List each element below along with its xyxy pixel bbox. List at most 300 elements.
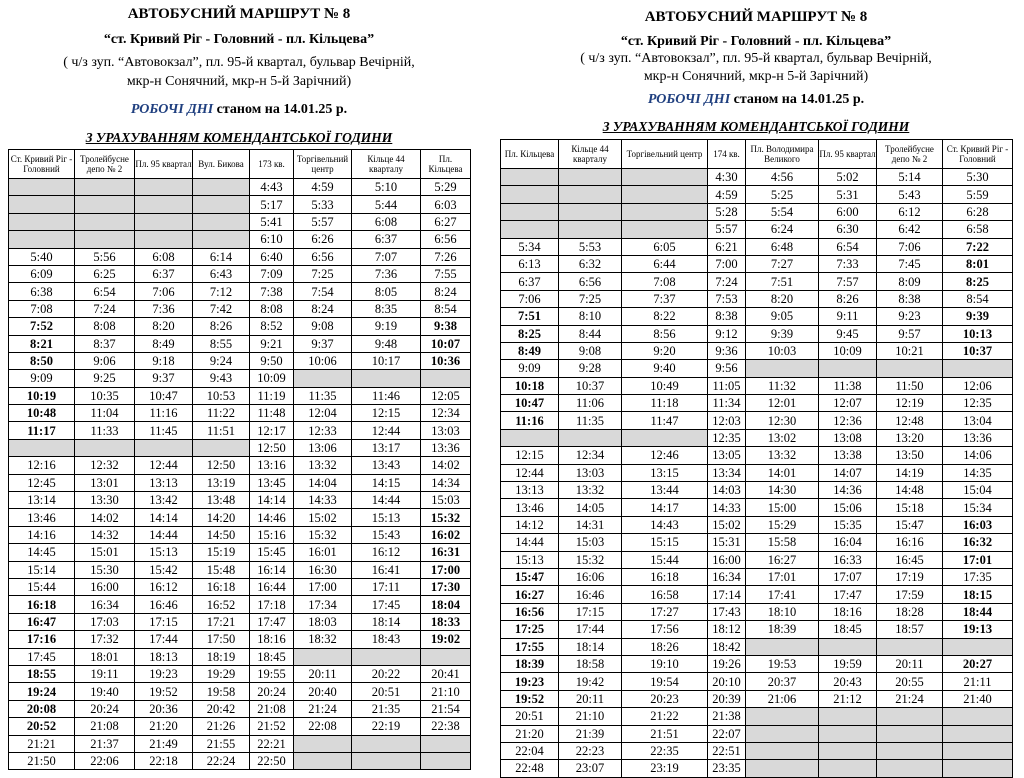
table-row <box>501 412 1013 429</box>
table-row <box>501 464 1013 481</box>
time-cell: 18:44 <box>943 603 1013 620</box>
time-cell <box>746 708 819 725</box>
time-cell: 16:56 <box>501 603 559 620</box>
time-cell: 5:14 <box>877 169 943 186</box>
time-cell: 7:00 <box>708 255 746 272</box>
time-cell: 9:09 <box>9 370 75 387</box>
time-cell: 14:02 <box>421 457 471 474</box>
time-cell: 23:35 <box>708 760 746 777</box>
time-cell: 20:39 <box>708 690 746 707</box>
time-cell: 17:11 <box>352 578 421 595</box>
time-cell: 15:47 <box>877 516 943 533</box>
table-row <box>501 534 1013 551</box>
time-cell: 16:32 <box>943 534 1013 551</box>
time-cell: 20:37 <box>746 673 819 690</box>
route-title: АВТОБУСНИЙ МАРШРУТ № 8 <box>644 9 868 25</box>
table-row <box>9 526 471 543</box>
time-cell: 7:36 <box>352 265 421 282</box>
table-row <box>501 377 1013 394</box>
time-cell <box>943 760 1013 777</box>
time-cell: 12:45 <box>9 474 75 491</box>
time-cell: 12:17 <box>250 422 294 439</box>
time-cell <box>9 439 75 456</box>
time-cell: 17:56 <box>622 621 708 638</box>
time-cell: 10:21 <box>877 342 943 359</box>
time-cell: 20:55 <box>877 673 943 690</box>
time-cell: 10:07 <box>421 335 471 352</box>
column-header: Торгівельний центр <box>622 140 708 169</box>
time-cell: 20:42 <box>193 700 250 717</box>
time-cell: 12:50 <box>250 439 294 456</box>
time-cell: 8:55 <box>193 335 250 352</box>
time-cell <box>559 429 622 446</box>
time-cell: 5:43 <box>877 186 943 203</box>
time-cell: 15:29 <box>746 516 819 533</box>
time-cell: 22:19 <box>352 718 421 735</box>
time-cell: 5:17 <box>250 196 294 213</box>
time-cell: 12:16 <box>9 457 75 474</box>
time-cell: 17:45 <box>352 596 421 613</box>
table-row <box>501 395 1013 412</box>
time-cell: 7:09 <box>250 265 294 282</box>
time-cell: 21:10 <box>421 683 471 700</box>
column-header: Ст. Кривий Ріг - Головний <box>9 150 75 179</box>
route-via-line2: мкр-н Сонячний, мкр-н 5-й Зарічний) <box>126 74 352 89</box>
column-header: Кільце 44 кварталу <box>352 150 421 179</box>
time-cell: 17:19 <box>877 568 943 585</box>
time-cell: 14:44 <box>135 526 193 543</box>
time-cell: 18:03 <box>294 613 352 630</box>
time-cell <box>421 648 471 665</box>
time-cell: 13:32 <box>294 457 352 474</box>
time-cell: 22:18 <box>135 752 193 769</box>
time-cell: 6:58 <box>943 221 1013 238</box>
time-cell: 20:40 <box>294 683 352 700</box>
time-cell <box>559 169 622 186</box>
time-cell: 16:47 <box>9 613 75 630</box>
time-cell: 18:39 <box>501 655 559 672</box>
time-cell: 12:50 <box>193 457 250 474</box>
table-row <box>501 586 1013 603</box>
time-cell: 15:04 <box>943 482 1013 499</box>
time-cell: 7:36 <box>135 300 193 317</box>
route-via-line1: ( ч/з зуп. “Автовокзал”, пл. 95-й квартал, бульвар Вечірній, <box>63 55 415 70</box>
time-cell: 11:50 <box>877 377 943 394</box>
as-of-date: станом на 14.01.25 р. <box>733 92 865 107</box>
table-row <box>9 439 471 456</box>
time-cell <box>421 752 471 769</box>
time-cell: 11:05 <box>708 377 746 394</box>
time-cell: 12:34 <box>421 405 471 422</box>
time-cell: 21:08 <box>250 700 294 717</box>
time-cell: 16:14 <box>250 561 294 578</box>
time-cell: 15:00 <box>746 499 819 516</box>
table-row <box>9 544 471 561</box>
time-cell: 10:09 <box>819 342 877 359</box>
time-cell: 8:26 <box>193 318 250 335</box>
time-cell: 13:01 <box>75 474 135 491</box>
time-cell: 7:06 <box>501 290 559 307</box>
time-cell <box>352 370 421 387</box>
time-cell: 15:30 <box>75 561 135 578</box>
time-cell: 14:20 <box>193 509 250 526</box>
time-cell: 15:06 <box>819 499 877 516</box>
time-cell: 20:51 <box>352 683 421 700</box>
time-cell: 22:24 <box>193 752 250 769</box>
time-cell: 18:32 <box>294 631 352 648</box>
time-cell: 21:37 <box>75 735 135 752</box>
time-cell: 9:23 <box>877 308 943 325</box>
time-cell: 14:34 <box>421 474 471 491</box>
table-row <box>501 742 1013 759</box>
table-row <box>9 370 471 387</box>
time-cell: 7:06 <box>877 238 943 255</box>
table-row <box>501 760 1013 777</box>
time-cell <box>819 638 877 655</box>
time-cell: 9:08 <box>559 342 622 359</box>
time-cell: 21:22 <box>622 708 708 725</box>
time-cell: 22:38 <box>421 718 471 735</box>
table-row <box>501 325 1013 342</box>
table-row <box>9 752 471 769</box>
time-cell: 15:48 <box>193 561 250 578</box>
time-cell: 6:00 <box>819 203 877 220</box>
table-row <box>9 578 471 595</box>
time-cell: 15:31 <box>708 534 746 551</box>
time-cell: 17:15 <box>559 603 622 620</box>
time-cell: 15:42 <box>135 561 193 578</box>
time-cell: 6:27 <box>421 213 471 230</box>
time-cell: 8:49 <box>501 342 559 359</box>
time-cell: 12:19 <box>877 395 943 412</box>
time-cell: 22:50 <box>250 752 294 769</box>
table-row <box>501 342 1013 359</box>
time-cell: 16:27 <box>501 586 559 603</box>
time-cell: 4:43 <box>250 179 294 196</box>
time-cell: 6:54 <box>819 238 877 255</box>
time-cell: 18:10 <box>746 603 819 620</box>
time-cell: 15:02 <box>294 509 352 526</box>
table-row <box>501 203 1013 220</box>
time-cell: 8:44 <box>559 325 622 342</box>
time-cell: 21:24 <box>877 690 943 707</box>
time-cell <box>746 760 819 777</box>
schedule-days <box>500 92 1012 108</box>
time-cell: 9:36 <box>708 342 746 359</box>
time-cell: 7:33 <box>819 255 877 272</box>
time-cell: 13:13 <box>135 474 193 491</box>
time-cell: 23:07 <box>559 760 622 777</box>
time-cell: 5:57 <box>708 221 746 238</box>
time-cell: 13:08 <box>819 429 877 446</box>
table-row <box>9 248 471 265</box>
time-cell <box>943 708 1013 725</box>
time-cell: 19:52 <box>501 690 559 707</box>
time-cell: 10:36 <box>421 352 471 369</box>
table-row <box>9 196 471 213</box>
time-cell: 16:16 <box>877 534 943 551</box>
time-cell: 7:54 <box>294 283 352 300</box>
time-cell: 7:45 <box>877 255 943 272</box>
time-cell: 12:36 <box>819 412 877 429</box>
time-cell: 15:13 <box>352 509 421 526</box>
time-cell: 15:45 <box>250 544 294 561</box>
time-cell <box>877 760 943 777</box>
time-cell: 6:21 <box>708 238 746 255</box>
time-cell: 18:58 <box>559 655 622 672</box>
time-cell <box>75 179 135 196</box>
time-cell: 17:35 <box>943 568 1013 585</box>
time-cell: 7:06 <box>135 283 193 300</box>
time-cell: 16:18 <box>9 596 75 613</box>
time-cell: 19:55 <box>250 665 294 682</box>
time-cell: 21:40 <box>943 690 1013 707</box>
time-cell: 16:34 <box>75 596 135 613</box>
time-cell <box>877 360 943 377</box>
time-cell: 17:07 <box>819 568 877 585</box>
time-cell: 11:45 <box>135 422 193 439</box>
time-cell: 14:17 <box>622 499 708 516</box>
table-row <box>501 725 1013 742</box>
time-cell: 10:53 <box>193 387 250 404</box>
time-cell: 7:51 <box>501 308 559 325</box>
time-cell: 13:19 <box>193 474 250 491</box>
time-cell <box>559 203 622 220</box>
time-cell: 7:55 <box>421 265 471 282</box>
time-cell: 18:43 <box>352 631 421 648</box>
table-row <box>501 429 1013 446</box>
table-row <box>9 352 471 369</box>
time-cell: 12:33 <box>294 422 352 439</box>
time-cell: 19:11 <box>75 665 135 682</box>
time-cell: 15:03 <box>559 534 622 551</box>
time-cell: 6:05 <box>622 238 708 255</box>
time-cell: 14:01 <box>746 464 819 481</box>
time-cell: 21:08 <box>75 718 135 735</box>
time-cell: 17:30 <box>421 578 471 595</box>
time-cell: 16:34 <box>708 568 746 585</box>
time-cell: 16:06 <box>559 568 622 585</box>
time-cell: 17:25 <box>501 621 559 638</box>
time-cell: 22:51 <box>708 742 746 759</box>
time-cell: 8:08 <box>250 300 294 317</box>
table-header-row <box>9 150 471 179</box>
time-cell: 21:55 <box>193 735 250 752</box>
table-row <box>9 335 471 352</box>
time-cell: 9:39 <box>943 308 1013 325</box>
time-cell: 13:43 <box>352 457 421 474</box>
curfew-note: З УРАХУВАННЯМ КОМЕНДАНТСЬКОЇ ГОДИНИ <box>602 119 910 134</box>
time-cell: 13:42 <box>135 492 193 509</box>
time-cell: 14:36 <box>819 482 877 499</box>
time-cell: 19:13 <box>943 621 1013 638</box>
time-cell: 11:35 <box>294 387 352 404</box>
time-cell: 18:26 <box>622 638 708 655</box>
time-cell: 21:12 <box>819 690 877 707</box>
time-cell: 11:32 <box>746 377 819 394</box>
time-cell: 10:19 <box>9 387 75 404</box>
time-cell: 16:31 <box>421 544 471 561</box>
time-cell: 6:09 <box>9 265 75 282</box>
time-cell: 22:21 <box>250 735 294 752</box>
time-cell: 11:33 <box>75 422 135 439</box>
time-cell: 14:07 <box>819 464 877 481</box>
time-cell <box>294 648 352 665</box>
time-cell: 16:12 <box>352 544 421 561</box>
time-cell: 17:27 <box>622 603 708 620</box>
time-cell: 5:59 <box>943 186 1013 203</box>
time-cell: 13:36 <box>421 439 471 456</box>
table-row <box>9 683 471 700</box>
time-cell: 14:04 <box>294 474 352 491</box>
table-row <box>501 482 1013 499</box>
time-cell: 13:15 <box>622 464 708 481</box>
time-cell: 16:58 <box>622 586 708 603</box>
time-cell: 21:20 <box>135 718 193 735</box>
table-row <box>9 213 471 230</box>
time-cell: 17:45 <box>9 648 75 665</box>
time-cell: 12:44 <box>501 464 559 481</box>
time-cell: 20:51 <box>501 708 559 725</box>
time-cell <box>9 213 75 230</box>
time-cell: 22:06 <box>75 752 135 769</box>
time-cell: 17:47 <box>250 613 294 630</box>
time-cell: 15:16 <box>250 526 294 543</box>
time-cell: 20:36 <box>135 700 193 717</box>
time-cell: 11:34 <box>708 395 746 412</box>
time-cell: 15:58 <box>746 534 819 551</box>
time-cell: 19:24 <box>9 683 75 700</box>
time-cell: 8:52 <box>250 318 294 335</box>
time-cell: 22:23 <box>559 742 622 759</box>
time-cell: 7:38 <box>250 283 294 300</box>
time-cell: 5:02 <box>819 169 877 186</box>
time-cell <box>622 186 708 203</box>
time-cell <box>193 179 250 196</box>
time-cell <box>877 638 943 655</box>
table-row <box>9 613 471 630</box>
time-cell: 15:18 <box>877 499 943 516</box>
time-cell: 9:50 <box>250 352 294 369</box>
time-cell: 6:08 <box>352 213 421 230</box>
time-cell: 20:24 <box>250 683 294 700</box>
time-cell: 5:10 <box>352 179 421 196</box>
time-cell: 9:28 <box>559 360 622 377</box>
table-row <box>9 422 471 439</box>
time-cell: 19:58 <box>193 683 250 700</box>
time-cell: 15:43 <box>352 526 421 543</box>
time-cell <box>135 439 193 456</box>
time-cell: 11:16 <box>135 405 193 422</box>
time-cell: 14:30 <box>746 482 819 499</box>
table-row <box>9 596 471 613</box>
time-cell: 12:48 <box>877 412 943 429</box>
time-cell: 12:15 <box>501 447 559 464</box>
table-row <box>501 360 1013 377</box>
table-row <box>9 283 471 300</box>
table-row <box>9 561 471 578</box>
time-cell: 12:03 <box>708 412 746 429</box>
time-cell <box>75 196 135 213</box>
time-cell: 10:09 <box>250 370 294 387</box>
table-header-row <box>501 140 1013 169</box>
time-cell <box>193 196 250 213</box>
time-cell <box>135 179 193 196</box>
time-cell: 8:56 <box>622 325 708 342</box>
time-cell: 4:59 <box>294 179 352 196</box>
time-cell: 16:00 <box>75 578 135 595</box>
time-cell <box>877 742 943 759</box>
time-cell: 9:06 <box>75 352 135 369</box>
curfew-note: З УРАХУВАННЯМ КОМЕНДАНТСЬКОЇ ГОДИНИ <box>85 130 393 145</box>
time-cell: 5:34 <box>501 238 559 255</box>
time-cell: 14:43 <box>622 516 708 533</box>
time-cell: 19:02 <box>421 631 471 648</box>
time-cell <box>9 179 75 196</box>
time-cell: 13:44 <box>622 482 708 499</box>
time-cell: 14:14 <box>135 509 193 526</box>
time-cell: 23:19 <box>622 760 708 777</box>
time-cell: 13:46 <box>9 509 75 526</box>
time-cell: 10:03 <box>746 342 819 359</box>
time-cell: 16:41 <box>352 561 421 578</box>
time-cell: 19:54 <box>622 673 708 690</box>
time-cell: 16:45 <box>877 551 943 568</box>
time-cell: 9:19 <box>352 318 421 335</box>
time-cell: 9:18 <box>135 352 193 369</box>
time-cell <box>943 742 1013 759</box>
time-cell: 5:25 <box>746 186 819 203</box>
column-header: Тролейбусне депо № 2 <box>75 150 135 179</box>
time-cell: 13:32 <box>559 482 622 499</box>
time-cell: 8:20 <box>746 290 819 307</box>
time-cell: 8:26 <box>819 290 877 307</box>
route-title: АВТОБУСНИЙ МАРШРУТ № 8 <box>127 6 351 22</box>
time-cell <box>193 213 250 230</box>
time-cell: 21:38 <box>708 708 746 725</box>
table-row <box>501 499 1013 516</box>
column-header: Торгівельний центр <box>294 150 352 179</box>
time-cell <box>352 648 421 665</box>
table-row <box>501 621 1013 638</box>
time-cell: 21:52 <box>250 718 294 735</box>
time-cell: 13:03 <box>559 464 622 481</box>
time-cell: 6:38 <box>9 283 75 300</box>
time-cell: 6:56 <box>294 248 352 265</box>
time-cell: 9:24 <box>193 352 250 369</box>
time-cell: 6:44 <box>622 255 708 272</box>
table-row <box>501 690 1013 707</box>
time-cell: 15:13 <box>135 544 193 561</box>
time-cell: 17:41 <box>746 586 819 603</box>
column-header: Тролейбусне депо № 2 <box>877 140 943 169</box>
table-row <box>501 238 1013 255</box>
time-cell: 11:16 <box>501 412 559 429</box>
route-name: “ст. Кривий Ріг - Головний - пл. Кільцева” <box>620 34 892 49</box>
table-row <box>501 273 1013 290</box>
time-cell: 10:49 <box>622 377 708 394</box>
table-row <box>9 231 471 248</box>
time-cell <box>622 221 708 238</box>
time-cell: 15:14 <box>9 561 75 578</box>
table-row <box>9 648 471 665</box>
time-cell: 14:03 <box>708 482 746 499</box>
time-cell: 6:26 <box>294 231 352 248</box>
time-cell: 9:20 <box>622 342 708 359</box>
time-cell: 17:16 <box>9 631 75 648</box>
time-cell: 5:57 <box>294 213 352 230</box>
time-cell: 18:16 <box>250 631 294 648</box>
